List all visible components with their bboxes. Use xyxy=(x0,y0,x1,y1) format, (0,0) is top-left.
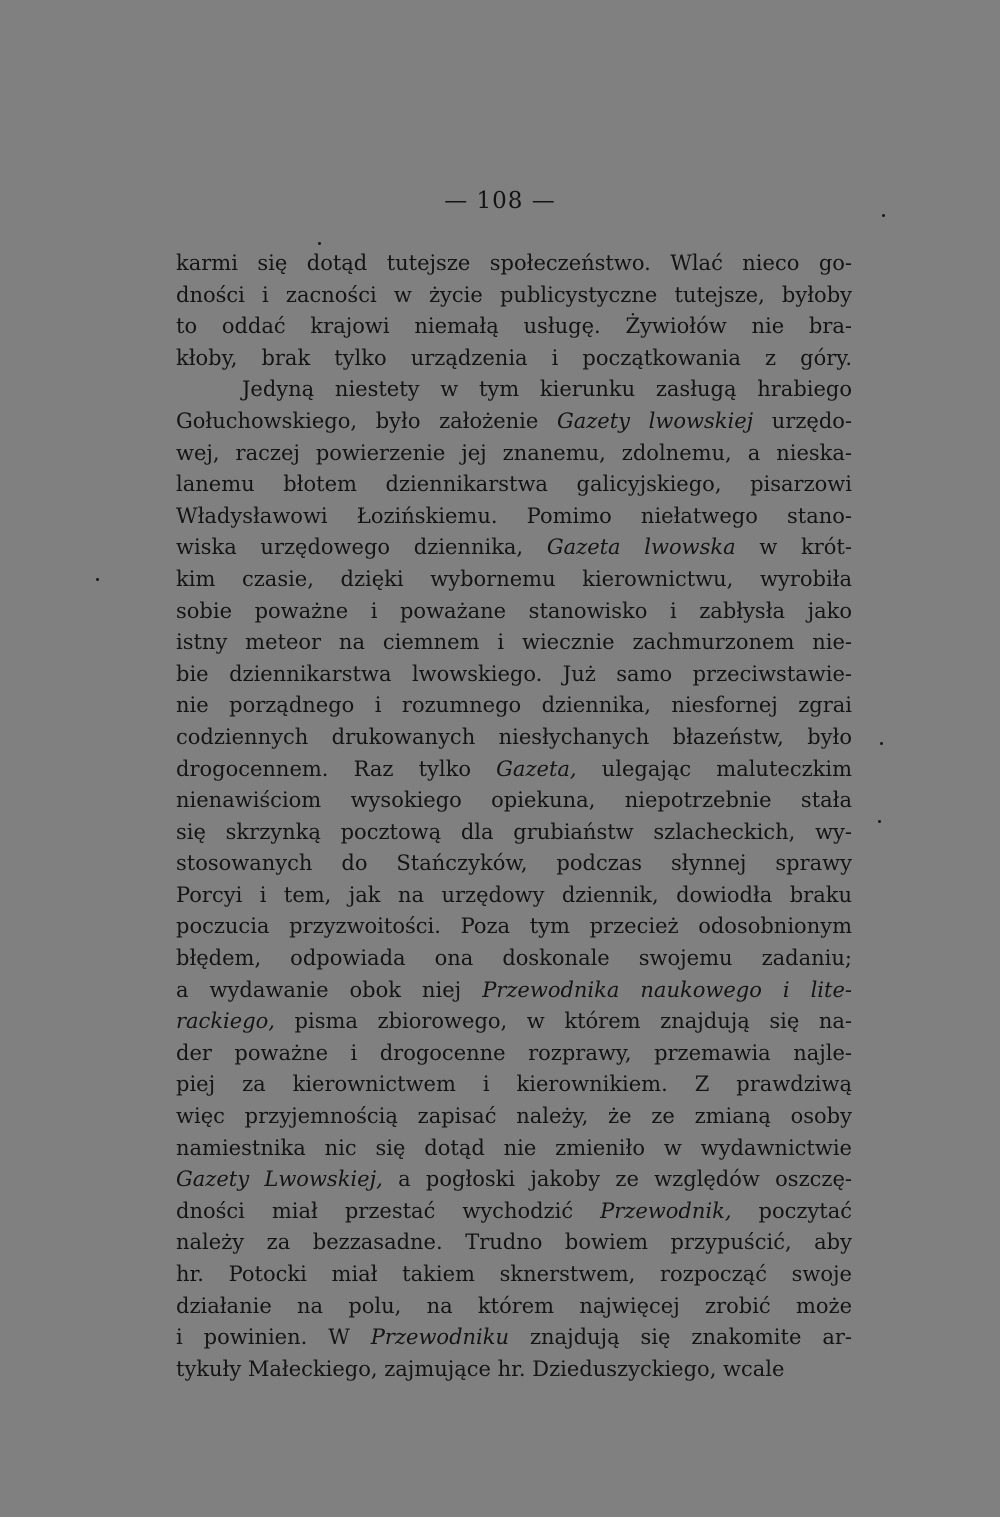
text-run: stosowanych do Stańczyków, podczas słynnej sprawy xyxy=(176,851,852,876)
text-run: Jedyną niestety w tym kierunku zasługą hrabiego xyxy=(242,377,852,402)
text-line xyxy=(176,1069,852,1101)
italic-title: Gazety lwowskiej xyxy=(556,408,754,433)
text-line xyxy=(176,1038,852,1070)
text-line xyxy=(176,248,852,280)
text-run: poczucia przyzwoitości. Poza tym przecież odosobnionym xyxy=(176,914,852,939)
text-line xyxy=(176,1227,852,1259)
text-line xyxy=(176,564,852,596)
italic-title: rackiego, xyxy=(176,1009,275,1034)
text-line xyxy=(176,1354,852,1386)
text-line xyxy=(176,469,852,501)
text-run: poczytać xyxy=(731,1198,853,1223)
italic-title: Przewodniku xyxy=(370,1325,510,1350)
italic-title: Gazety Lwowskiej, xyxy=(176,1167,383,1192)
text-run: dności miał przestać wychodzić xyxy=(176,1198,601,1223)
body-text xyxy=(176,248,852,1385)
text-line xyxy=(176,1101,852,1133)
text-run: a wydawanie obok niej xyxy=(176,977,483,1002)
text-line xyxy=(176,501,852,533)
text-run: der poważne i drogocenne rozprawy, przemawia najle- xyxy=(176,1040,852,1065)
text-run: a pogłoski jakoby ze względów oszczę- xyxy=(382,1167,852,1192)
text-run: się skrzynką pocztową dla grubiaństw szlacheckich, wy- xyxy=(176,819,852,844)
italic-title: Gazeta lwowska xyxy=(546,535,736,560)
italic-title: Przewodnik, xyxy=(600,1198,732,1223)
text-line xyxy=(176,1196,852,1228)
scan-speck xyxy=(880,742,883,745)
text-line xyxy=(176,374,852,406)
text-run: więc przyjemnością zapisać należy, że ze zmianą osoby xyxy=(176,1104,852,1129)
text-run: i powinien. W xyxy=(176,1325,371,1350)
text-run: tykuły Małeckiego, zajmujące hr. Dzieduszyckiego, wcale xyxy=(176,1356,785,1381)
text-run: znajdują się znakomite ar- xyxy=(509,1325,852,1350)
text-line xyxy=(176,627,852,659)
text-run: nie porządnego i rozumnego dziennika, niesfornej zgrai xyxy=(176,693,852,718)
text-run: działanie na polu, na którem najwięcej zrobić może xyxy=(176,1293,852,1318)
text-run: ulegając maluteczkim xyxy=(576,756,852,781)
text-run: wiska urzędowego dziennika, xyxy=(176,535,547,560)
text-line xyxy=(176,438,852,470)
text-run: błędem, odpowiada ona doskonale swojemu zadaniu; xyxy=(176,946,852,971)
text-run: urzędo- xyxy=(753,408,853,433)
text-line xyxy=(176,911,852,943)
text-line xyxy=(176,754,852,786)
text-line xyxy=(176,880,852,912)
text-line xyxy=(176,975,852,1007)
scan-speck xyxy=(882,214,885,217)
text-run: kłoby, brak tylko urządzenia i początkowania z góry. xyxy=(176,345,852,370)
text-line xyxy=(176,343,852,375)
text-line xyxy=(176,817,852,849)
text-run: piej za kierownictwem i kierownikiem. Z prawdziwą xyxy=(176,1072,852,1097)
text-run: hr. Potocki miał takiem sknerstwem, rozpocząć swoje xyxy=(176,1262,852,1286)
text-line xyxy=(176,690,852,722)
text-line xyxy=(176,1133,852,1165)
italic-title: Przewodnika naukowego i lite- xyxy=(482,977,852,1002)
text-line xyxy=(176,1291,852,1323)
text-run: lanemu błotem dziennikarstwa galicyjskiego, pisarzowi xyxy=(176,472,852,497)
scan-speck xyxy=(878,820,881,823)
text-line xyxy=(176,280,852,312)
text-line xyxy=(176,659,852,691)
italic-title: Gazeta, xyxy=(496,756,577,781)
text-line xyxy=(176,1006,852,1038)
text-run: codziennych drukowanych niesłychanych błazeństw, było xyxy=(176,724,852,749)
text-line xyxy=(176,722,852,754)
text-run: kim czasie, dzięki wybornemu kierownictwu, wyrobiła xyxy=(176,566,852,591)
text-run: nienawiściom wysokiego opiekuna, niepotrzebnie stała xyxy=(176,788,852,813)
text-run: wej, raczej powierzenie jej znanemu, zdolnemu, a nieska- xyxy=(176,440,852,465)
text-run: sobie poważne i poważane stanowisko i zabłysła jako xyxy=(176,598,852,623)
text-line xyxy=(176,532,852,564)
page-number: — 108 — xyxy=(444,188,556,214)
text-line xyxy=(176,1259,852,1291)
scan-speck xyxy=(318,242,321,245)
scan-speck xyxy=(96,578,99,581)
text-line xyxy=(176,1322,852,1354)
text-line xyxy=(176,943,852,975)
text-run: w krót- xyxy=(735,535,852,560)
text-run: należy za bezzasadne. Trudno bowiem przypuścić, aby xyxy=(176,1230,852,1255)
text-run: to oddać krajowi niemałą usługę. Żywiołów nie bra- xyxy=(176,314,852,339)
text-line xyxy=(176,1164,852,1196)
text-line xyxy=(176,785,852,817)
text-run: pisma zbiorowego, w którem znajdują się na- xyxy=(274,1009,852,1034)
text-run: namiestnika nic się dotąd nie zmieniło w wydawnictwie xyxy=(176,1135,852,1160)
text-line xyxy=(176,406,852,438)
text-line xyxy=(176,311,852,343)
text-line xyxy=(176,596,852,628)
text-run: dności i zacności w życie publicystyczne tutejsze, byłoby xyxy=(176,282,852,307)
text-run: istny meteor na ciemnem i wiecznie zachmurzonem nie- xyxy=(176,630,852,655)
text-run: Gołuchowskiego, było założenie xyxy=(176,408,557,433)
text-run: drogocennem. Raz tylko xyxy=(176,756,497,781)
text-run: bie dziennikarstwa lwowskiego. Już samo przeciwstawie- xyxy=(176,661,852,686)
text-run: Porcyi i tem, jak na urzędowy dziennik, dowiodła braku xyxy=(176,882,852,907)
text-run: Władysławowi Łozińskiemu. Pomimo niełatwego stano- xyxy=(176,503,852,528)
text-line xyxy=(176,848,852,880)
text-run: karmi się dotąd tutejsze społeczeństwo. Wlać nieco go- xyxy=(176,251,852,275)
